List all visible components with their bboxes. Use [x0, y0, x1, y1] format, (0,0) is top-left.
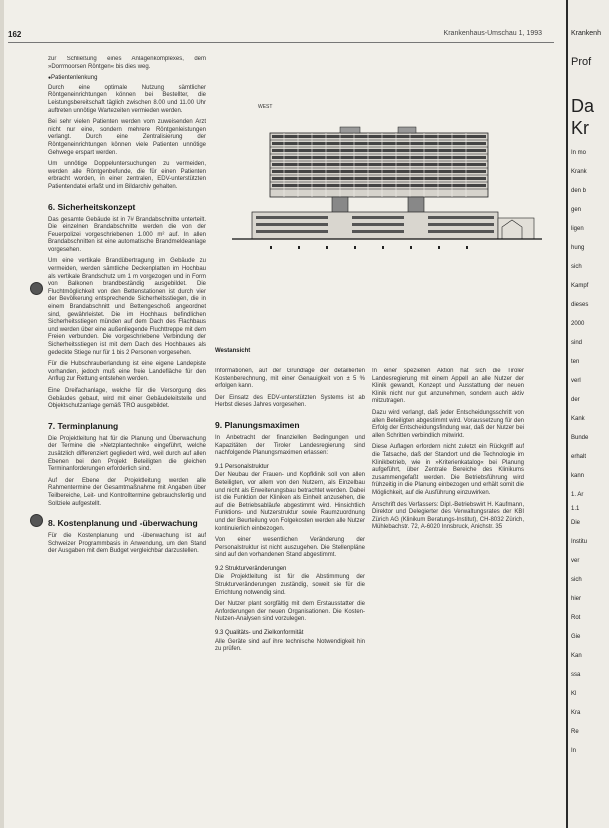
- paragraph: Von einer wesentlichen Veränderung der Personalstruktur ist nicht auszugehen. Die Stellenpläne sind auf den vorhandenen Stand abgestimmt.: [215, 537, 365, 559]
- next-page-fragment: Rot: [571, 615, 581, 621]
- punch-hole-top: [30, 282, 43, 295]
- podium-windows: [256, 216, 494, 233]
- paragraph: Der Nutzer plant sorgfältig mit dem Erstausstatter die Anforderungen der neuen Organisationen. Die Kosten-Nutzen-Analysen sind vorzulegen.: [215, 601, 365, 623]
- next-page-header: Krankenh: [571, 30, 601, 37]
- paragraph: Um unnötige Doppeluntersuchungen zu vermeiden, werden alle Röntgenbefunde, die für einen Patienten erbracht worden, in einer zentralen, EDV-unterstützten Patientendatei erfaßt und im Bildarchiv gehalten.: [48, 161, 206, 190]
- paragraph: Alle Geräte sind auf ihre technische Notwendigkeit hin zu prüfen.: [215, 638, 365, 653]
- section-heading-9: 9. Planungsmaximen: [215, 419, 300, 430]
- next-page-fragment: hier: [571, 596, 582, 602]
- next-page-fragment: ten: [571, 359, 580, 365]
- section-heading-6: 6. Sicherheitskonzept: [48, 201, 136, 212]
- punch-hole-bottom: [30, 514, 43, 527]
- next-page-fragment: Kra: [571, 710, 581, 716]
- next-page-fragment: Kl: [571, 691, 577, 697]
- paragraph: Eine Dreifachanlage, welche für die Versorgung des Gebäudes gebaut, wird mit einer Gebäudeleitstelle und Objektschutzanlage gemäß TRO ausgebildet.: [48, 387, 206, 410]
- elevation-drawing: [212, 100, 542, 260]
- author-address: Anschrift des Verfassers: Dipl.-Betriebswirt H. Kaufmann, Direktor und Delegierter des Verwaltungsrates der KBI Zürich AG (Klinikum Beratungs-Institut), CH-8032 Zürich, Mühlebachstr. 72, A-6020 Innsbruck, Anichstr. 35: [372, 501, 524, 531]
- next-page-fragment: kann: [571, 473, 585, 479]
- next-page-fragment: den b: [571, 188, 587, 194]
- subsection-heading: 9.2 Strukturveränderungen: [215, 565, 287, 572]
- paragraph: Informationen, auf der Grundlage der detaillierten Kostenberechnung, mit einer Genauigkeit von ± 5 % erfolgen kann.: [215, 368, 365, 390]
- next-page-fragment: der: [571, 397, 580, 403]
- paragraph: Der Neubau der Frauen- und Kopfklinik soll von allen Beteiligten, vor allem von den Nutzern, als Einzelbau und nicht als Erweiterungsbau betrachtet werden. Dabei ist die Funktion der Kliniken als Einheit anzusehen, die auf die Betriebsabläufe abgestimmt wird. Hinsichtlich Funktions- und Nutzerstruktur sowie Raumzuordnung und der Beurteilung von Folgekosten werden alle Nutzer kontinuierlich einbezogen.: [215, 472, 365, 532]
- next-page-fragment: In mo: [571, 150, 587, 156]
- next-page-fragment: gen: [571, 207, 582, 213]
- roof-structure: [340, 127, 360, 133]
- next-page-fragment: Institu: [571, 539, 588, 545]
- next-page-fragment: Re: [571, 729, 579, 735]
- figure-corner-label: WEST: [258, 104, 273, 110]
- paragraph: Für die Hubschrauberlandung ist eine eigene Landepiste vorhanden, jedoch muß eine freie Landefläche für den Anflug zur Rettung entstehen werden.: [48, 361, 206, 383]
- section-heading-7: 7. Terminplanung: [48, 420, 119, 431]
- header-rule: [8, 42, 554, 43]
- next-page-fragment: 1.1: [571, 506, 580, 512]
- next-page-fragment: Kampf: [571, 283, 589, 289]
- section-heading-8: 8. Kostenplanung und -überwachung: [48, 518, 198, 529]
- left-column: [48, 56, 206, 826]
- next-page-fragment: Bunde: [571, 435, 589, 441]
- paragraph: Auf der Ebene der Projektleitung werden alle Rahmentermine der Gesamtmaßnahme mit Angaben über Teilbereiche, Leit- und Kontrolltermine gebrauchsfertig und Sollziele aufgestellt.: [48, 477, 206, 507]
- building-elevation-figure: [212, 100, 542, 260]
- next-page-fragment: Kank: [571, 416, 585, 422]
- paragraph: Durch eine optimale Nutzung sämtlicher Röntgeneinrichtungen können bei Bestellter, die Leistungsbereitschaft täglich zwischen 8.00 und 11.00 Uhr auftreten unnötige Wartezeiten vermieden werden.: [48, 84, 206, 114]
- next-page-fragment: sich: [571, 264, 582, 270]
- scale-marks: [270, 246, 468, 249]
- subsection-heading: 9.1 Personalstruktur: [215, 463, 269, 470]
- next-page-fragment: ver: [571, 558, 580, 564]
- next-page-title-line2: Kr: [571, 118, 589, 138]
- next-page-fragment: ssa: [571, 672, 581, 678]
- paragraph: Dazu wird verlangt, daß jeder Entscheidungsschritt von allen Beteiligten abgestimmt wird. Voraussetzung für den Erfolg der Entscheidungsfindung war, daß der Nutzer bei allen Schritten verbindlich mitwirkt.: [372, 409, 524, 439]
- page-spine: [0, 0, 4, 828]
- paragraph: Der Einsatz des EDV-unterstützten Systems ist ab Herbst dieses Jahres vorgesehen.: [215, 394, 365, 409]
- figure-caption: Westansicht: [215, 348, 251, 354]
- next-page-fragment: 1. Ar: [571, 492, 584, 498]
- next-page-fragment: In: [571, 748, 577, 754]
- next-page-fragment: verl: [571, 378, 581, 384]
- next-page-kicker: Prof: [571, 56, 592, 68]
- next-page-fragment: Kan: [571, 653, 582, 659]
- next-page-edge: [566, 0, 609, 828]
- next-page-fragment: sind: [571, 340, 583, 346]
- paragraph: In einer speziellen Aktion hat sich die Tiroler Landesregierung mit einem Appell an alle Nutzer der Klinik gewandt, Konzept und Ausstattung der neuen Klinik nicht nur gut anzunehmen, sondern auch aktiv mitzutragen.: [372, 368, 524, 405]
- next-page-title-line1: Da: [571, 96, 595, 116]
- journal-title: Krankenhaus-Umschau 1, 1993: [443, 30, 542, 37]
- next-page-fragment: dieses: [571, 302, 589, 308]
- next-page-fragment: Gie: [571, 634, 581, 640]
- paragraph: Diese Auflagen erfordern nicht zuletzt ein Rückgriff auf die Tatsache, daß der Standort und die Technologie im Klinikbetrieb, wie in »Kriterienkatalog« bei Planung aufgeführt, über Zentrale Bereiche des Klinikums zusammengefaßt werden. Die Betriebsführung wird frühzeitig in die Planung einbezogen und erhält somit die Möglichkeit, auf die Ausführung einzuwirken.: [372, 444, 524, 496]
- page-number: 162: [8, 30, 22, 39]
- paragraph: Die Projektleitung ist für die Abstimmung der Strukturveränderungen zuständig, soweit sie für die Errichtung notwendig sind.: [215, 574, 365, 596]
- next-page-fragment: sich: [571, 577, 582, 583]
- low-wing: [498, 218, 534, 239]
- next-page-fragment: ligen: [571, 226, 584, 232]
- intro-paragraph: zur Schließung eines Anlagenkomplexes, dem »Dorrmoorsen Röntgen« bis dies weg.: [48, 56, 206, 70]
- next-page-fragment: Die: [571, 520, 581, 526]
- paragraph: Das gesamte Gebäude ist in 7# Brandabschnitte unterteilt. Die einzelnen Brandabschnitte werden die von der Feuerpolizei vorgeschriebenen 1.000 m² auf. In allen Brandabschnitten ist eine automatische Brandmeldeanlage vorgesehen.: [48, 216, 206, 253]
- roof-structure: [398, 127, 416, 133]
- paragraph: Die Projektleitung hat für die Planung und Überwachung der Termine die »Netzplantechnik« eingeführt, welche zusätzlich differenziert gegliedert wird, weil durch auf allen Ebenen bei den Projekt Beteiligten die gleichen Terminanforderungen erforderlich sind.: [48, 435, 206, 473]
- paragraph: Um eine vertikale Brandübertragung im Gebäude zu vermeiden, werden sämtliche Deckenplatten im Hochbau als vertikale Brandschutz um 1 m vorgezogen und in Form von Balkonen brandbeständig ausgebildet. Die Fluchtmöglichkeit von den Bettenstationen ist durch vier der Bevölkerung entsprechende Sicherheitsstiegen, die in einem Brandabschnitt und Bettengeschoß angeordnet sind, gewährleistet. Die im Hochhaus befindlichen Sicherheitsstiegen münden auf dem Dach des Flachbaus und werden über eine außenliegende Fluchttreppe mit dem Freien verbunden. Die vorgeschriebene Verbindung der Sicherheitsstiegen ist mit dem Dach des Hochbaues als gedeckte Stiege nur für 1 bis 2 Personen vorgesehen.: [48, 258, 206, 356]
- next-page-fragment: Krank: [571, 169, 587, 175]
- paragraph: Bei sehr vielen Patienten werden vom zuweisenden Arzt nicht nur eine, sondern mehrere Röntgenleistungen verlangt. Durch eine Zentralisierung der Röntgeneinrichtungen können viele Patienten unnötige Gehwege erspart werden.: [48, 119, 206, 156]
- next-page-fragment: hung: [571, 245, 585, 251]
- right-column: [372, 368, 524, 668]
- next-page-fragment: erhalt: [571, 454, 587, 460]
- paragraph: Für die Kostenplanung und -überwachung ist auf Schweizer Programmbasis in Anwendung, um den Stand der Ausgaben mit dem Budget vergleichbar darzustellen.: [48, 533, 206, 555]
- middle-column: [215, 368, 365, 808]
- paragraph: In Anbetracht der finanziellen Bedingungen und Kapazitäten der Tiroler Landesregierung sind nachfolgende Planungsmaximen erlassen:: [215, 434, 365, 457]
- next-page-fragment: 2000: [571, 321, 585, 327]
- bullet-heading: ● Patientenlenkung: [48, 75, 206, 83]
- subsection-heading: 9.3 Qualitäts- und Zielkonformität: [215, 630, 304, 637]
